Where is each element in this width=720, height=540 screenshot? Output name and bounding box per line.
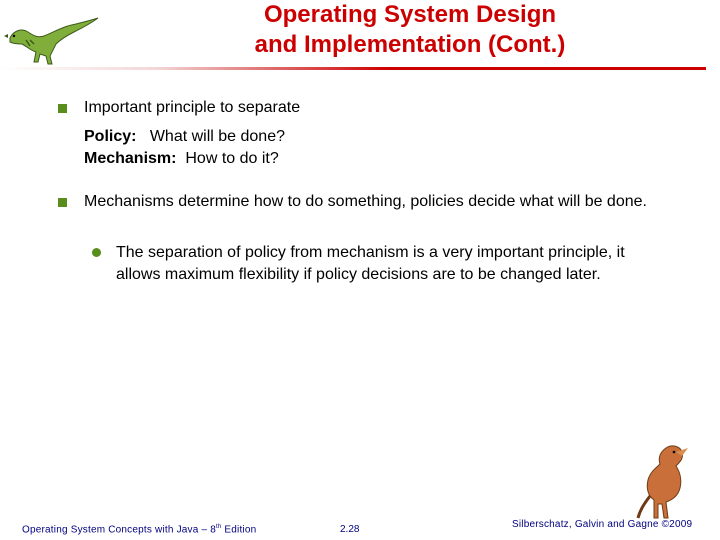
sub-bullet-text: The separation of policy from mechanism is a very important principle, it allows maximum flexibility if policy decisions are to be changed later. bbox=[116, 244, 625, 283]
footer-authors: Silberschatz, Galvin and Gagne ©2009 bbox=[512, 519, 693, 530]
title-line-1: Operating System Design bbox=[263, 1, 557, 28]
policy-text: What will be done? bbox=[149, 128, 285, 145]
mechanism-label: Mechanism: bbox=[84, 150, 177, 167]
policy-label: Policy: bbox=[84, 128, 137, 145]
mechanism-line bbox=[84, 148, 644, 170]
mechanism-text: How to do it? bbox=[185, 150, 279, 167]
footer-book-suffix: Edition bbox=[221, 524, 257, 536]
bullet-2-text: Mechanisms determine how to do something, policies decide what will be done. bbox=[84, 193, 647, 210]
policy-line bbox=[84, 126, 644, 148]
footer-page-number: 2.28 bbox=[340, 524, 360, 535]
footer-book-title bbox=[22, 524, 256, 535]
policy-mechanism-block bbox=[84, 126, 644, 170]
title-line-2: and Implementation (Cont.) bbox=[254, 31, 566, 58]
round-bullet-icon bbox=[92, 248, 101, 257]
bullet-1-text: Important principle to separate bbox=[84, 99, 301, 116]
square-bullet-icon bbox=[58, 198, 67, 207]
footer-book-prefix: Operating System Concepts with Java – 8 bbox=[22, 524, 217, 536]
slide-title bbox=[150, 0, 670, 60]
square-bullet-icon bbox=[58, 104, 67, 113]
title-divider bbox=[0, 67, 706, 70]
dinosaur-icon bbox=[636, 438, 698, 522]
dinosaur-icon bbox=[4, 14, 100, 66]
footer-book-sup: th bbox=[216, 524, 222, 530]
